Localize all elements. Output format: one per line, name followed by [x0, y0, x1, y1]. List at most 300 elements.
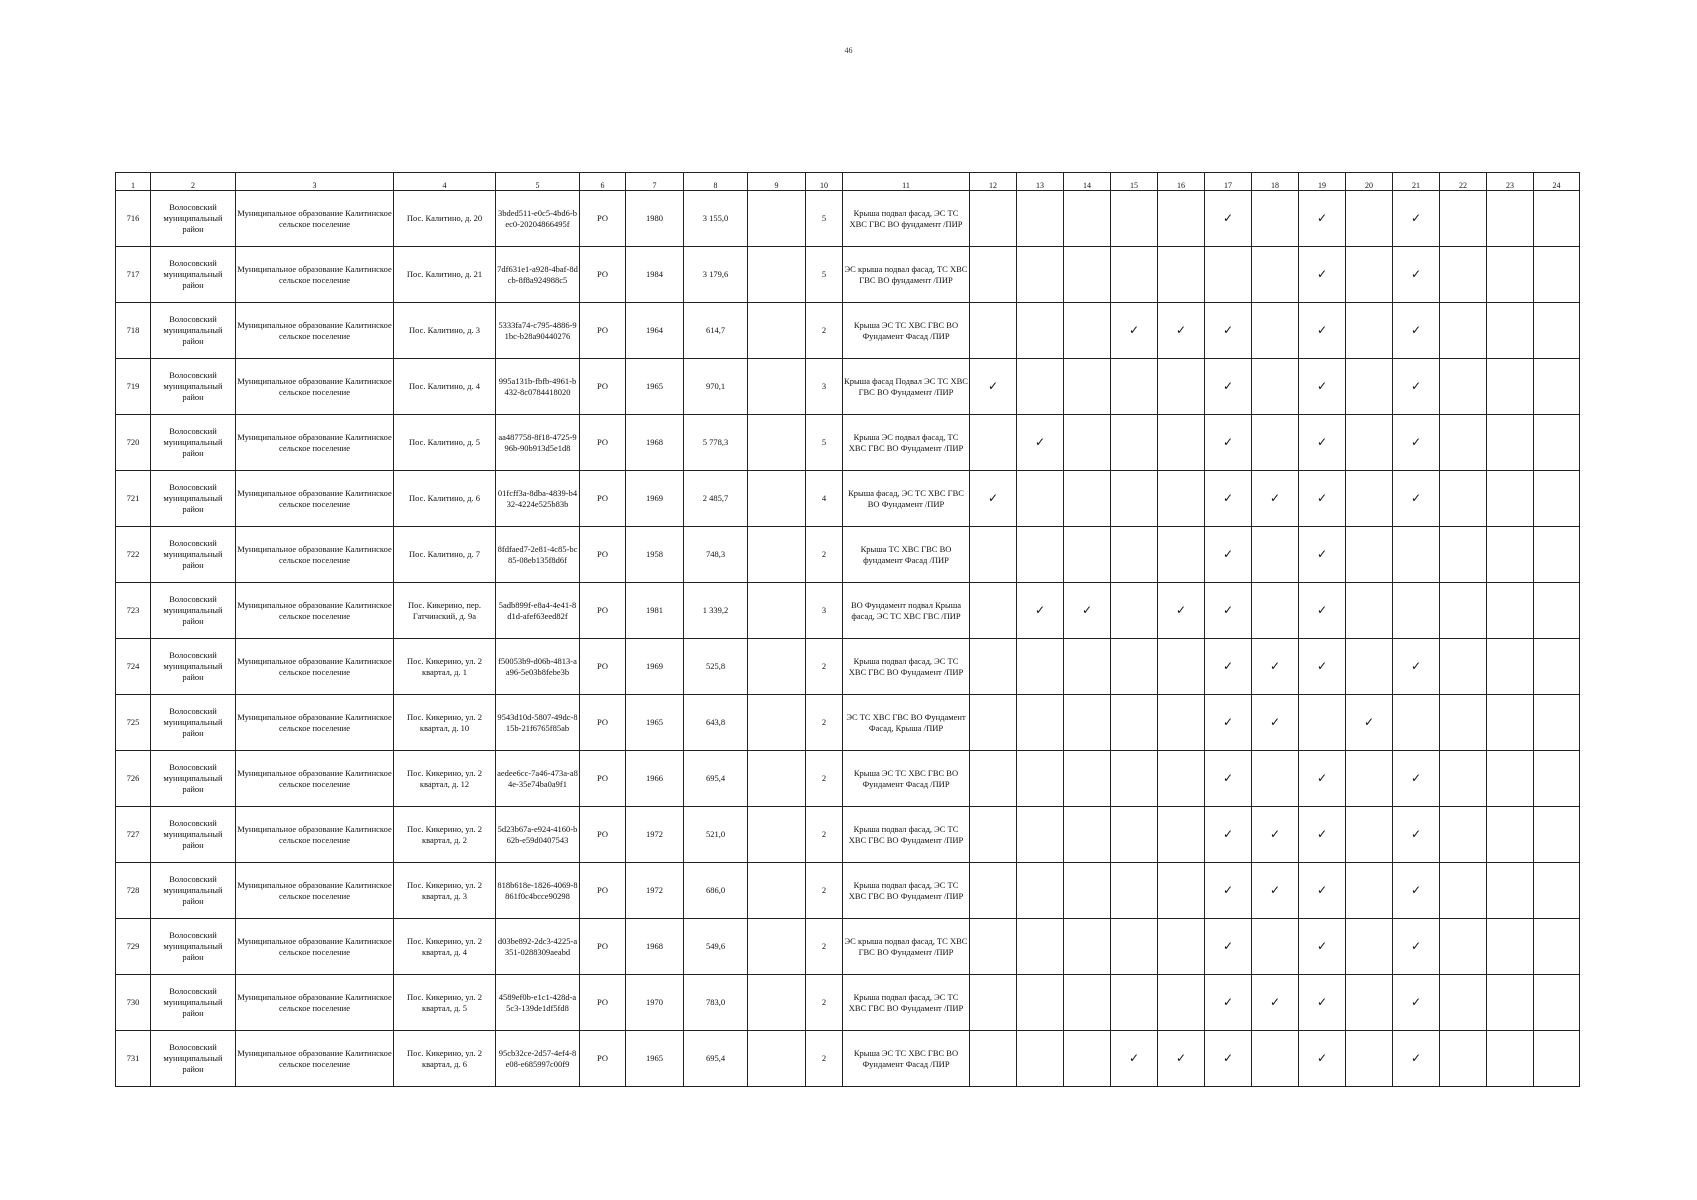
- floors-cell: 2: [806, 527, 843, 583]
- column-number-header: 22: [1440, 173, 1487, 191]
- check-mark-icon: ✓: [1222, 210, 1234, 225]
- work-column-18-cell: [1252, 359, 1299, 415]
- work-column-19-cell: [1299, 303, 1346, 359]
- check-mark-icon: ✓: [1128, 1050, 1140, 1065]
- floors-cell: 2: [806, 807, 843, 863]
- work-column-12-cell: [970, 1031, 1017, 1087]
- check-mark-icon: ✓: [1410, 938, 1422, 953]
- check-mark-icon: ✓: [1128, 322, 1140, 337]
- work-column-16-cell: [1158, 415, 1205, 471]
- address-cell: Пос. Кикерино, ул. 2 квартал, д. 5: [394, 975, 496, 1031]
- work-column-19-cell: [1299, 807, 1346, 863]
- work-column-16-cell: [1158, 359, 1205, 415]
- work-column-17-cell: [1205, 415, 1252, 471]
- work-column-23-cell: [1487, 751, 1534, 807]
- check-mark-icon: ✓: [1410, 210, 1422, 225]
- work-column-13-cell: [1017, 919, 1064, 975]
- works-cell: ЭС крыша подвал фасад, ТС ХВС ГВС ВО фундамент /ПИР: [843, 247, 970, 303]
- work-column-12-cell: [970, 247, 1017, 303]
- work-column-23-cell: [1487, 695, 1534, 751]
- building-code-cell: 8fdfaed7-2e81-4c85-bc85-08eb135f8d6f: [496, 527, 580, 583]
- work-column-22-cell: [1440, 303, 1487, 359]
- work-column-24-cell: [1534, 695, 1580, 751]
- work-column-15-cell: [1111, 191, 1158, 247]
- area-cell: 686,0: [684, 863, 748, 919]
- work-column-24-cell: [1534, 359, 1580, 415]
- district-cell: Волосовский муниципальный район: [151, 751, 236, 807]
- work-column-20-cell: [1346, 863, 1393, 919]
- works-cell: Крыша фасад, ЭС ТС ХВС ГВС ВО Фундамент /ПИР: [843, 471, 970, 527]
- column-number-row: [116, 173, 1580, 191]
- check-mark-icon: ✓: [1316, 266, 1328, 281]
- work-column-20-cell: [1346, 247, 1393, 303]
- work-column-18-cell: [1252, 583, 1299, 639]
- work-column-18-cell: [1252, 807, 1299, 863]
- work-column-15-cell: [1111, 471, 1158, 527]
- district-cell: Волосовский муниципальный район: [151, 303, 236, 359]
- work-column-17-cell: [1205, 1031, 1252, 1087]
- work-column-23-cell: [1487, 583, 1534, 639]
- work-column-18-cell: [1252, 863, 1299, 919]
- work-column-18-cell: [1252, 1031, 1299, 1087]
- work-column-18-cell: [1252, 527, 1299, 583]
- work-column-15-cell: [1111, 247, 1158, 303]
- check-mark-icon: ✓: [1410, 770, 1422, 785]
- district-cell: Волосовский муниципальный район: [151, 359, 236, 415]
- work-column-14-cell: [1064, 303, 1111, 359]
- work-column-13-cell: [1017, 191, 1064, 247]
- check-mark-icon: ✓: [1316, 882, 1328, 897]
- row-number-cell: 717: [116, 247, 151, 303]
- column-number-header: 17: [1205, 173, 1252, 191]
- building-code-cell: aa487758-8f18-4725-996b-90b913d5e1d8: [496, 415, 580, 471]
- municipality-cell: Муниципальное образование Калитинское сельское поселение: [236, 807, 394, 863]
- work-column-23-cell: [1487, 975, 1534, 1031]
- year-cell: 1968: [626, 919, 684, 975]
- work-column-17-cell: [1205, 247, 1252, 303]
- column-number-header: 7: [626, 173, 684, 191]
- column-9-cell: [748, 695, 806, 751]
- floors-cell: 2: [806, 1031, 843, 1087]
- work-column-13-cell: [1017, 359, 1064, 415]
- work-column-17-cell: [1205, 527, 1252, 583]
- column-9-cell: [748, 359, 806, 415]
- municipality-cell: Муниципальное образование Калитинское сельское поселение: [236, 695, 394, 751]
- work-column-16-cell: [1158, 191, 1205, 247]
- work-column-21-cell: [1393, 583, 1440, 639]
- work-column-12-cell: [970, 359, 1017, 415]
- work-column-20-cell: [1346, 1031, 1393, 1087]
- work-column-12-cell: [970, 975, 1017, 1031]
- area-cell: 5 778,3: [684, 415, 748, 471]
- work-column-14-cell: [1064, 975, 1111, 1031]
- building-code-cell: 995a131b-fbfb-4961-b432-8c0784418020: [496, 359, 580, 415]
- work-column-20-cell: [1346, 359, 1393, 415]
- area-cell: 3 179,6: [684, 247, 748, 303]
- column-9-cell: [748, 919, 806, 975]
- check-mark-icon: ✓: [1316, 378, 1328, 393]
- column-9-cell: [748, 751, 806, 807]
- address-cell: Пос. Калитино, д. 6: [394, 471, 496, 527]
- municipality-cell: Муниципальное образование Калитинское сельское поселение: [236, 247, 394, 303]
- check-mark-icon: ✓: [1222, 546, 1234, 561]
- work-column-19-cell: [1299, 975, 1346, 1031]
- work-column-18-cell: [1252, 919, 1299, 975]
- area-cell: 748,3: [684, 527, 748, 583]
- address-cell: Пос. Калитино, д. 20: [394, 191, 496, 247]
- type-cell: РО: [580, 807, 626, 863]
- check-mark-icon: ✓: [1410, 490, 1422, 505]
- work-column-19-cell: [1299, 247, 1346, 303]
- address-cell: Пос. Калитино, д. 21: [394, 247, 496, 303]
- works-cell: Крыша ЭС ТС ХВС ГВС ВО Фундамент Фасад /ПИР: [843, 751, 970, 807]
- work-column-23-cell: [1487, 639, 1534, 695]
- year-cell: 1965: [626, 1031, 684, 1087]
- check-mark-icon: ✓: [1269, 826, 1281, 841]
- work-column-19-cell: [1299, 191, 1346, 247]
- column-number-header: 3: [236, 173, 394, 191]
- work-column-23-cell: [1487, 303, 1534, 359]
- register-table: [115, 172, 1580, 1087]
- row-number-cell: 718: [116, 303, 151, 359]
- work-column-16-cell: [1158, 471, 1205, 527]
- work-column-19-cell: [1299, 919, 1346, 975]
- check-mark-icon: ✓: [1222, 826, 1234, 841]
- table-row: [116, 863, 1580, 919]
- work-column-24-cell: [1534, 415, 1580, 471]
- work-column-18-cell: [1252, 751, 1299, 807]
- works-cell: Крыша подвал фасад, ЭС ТС ХВС ГВС ВО Фундамент /ПИР: [843, 639, 970, 695]
- municipality-cell: Муниципальное образование Калитинское сельское поселение: [236, 583, 394, 639]
- work-column-14-cell: [1064, 191, 1111, 247]
- row-number-cell: 728: [116, 863, 151, 919]
- floors-cell: 2: [806, 695, 843, 751]
- work-column-24-cell: [1534, 751, 1580, 807]
- work-column-16-cell: [1158, 919, 1205, 975]
- building-code-cell: d03be892-2dc3-4225-a351-0288309aeabd: [496, 919, 580, 975]
- column-number-header: 8: [684, 173, 748, 191]
- address-cell: Пос. Кикерино, ул. 2 квартал, д. 10: [394, 695, 496, 751]
- work-column-21-cell: [1393, 1031, 1440, 1087]
- check-mark-icon: ✓: [1316, 434, 1328, 449]
- work-column-15-cell: [1111, 975, 1158, 1031]
- works-cell: Крыша ЭС ТС ХВС ГВС ВО Фундамент Фасад /ПИР: [843, 303, 970, 359]
- year-cell: 1966: [626, 751, 684, 807]
- work-column-12-cell: [970, 527, 1017, 583]
- work-column-21-cell: [1393, 303, 1440, 359]
- area-cell: 695,4: [684, 751, 748, 807]
- work-column-16-cell: [1158, 583, 1205, 639]
- column-number-header: 2: [151, 173, 236, 191]
- district-cell: Волосовский муниципальный район: [151, 247, 236, 303]
- column-number-header: 12: [970, 173, 1017, 191]
- column-number-header: 10: [806, 173, 843, 191]
- work-column-20-cell: [1346, 695, 1393, 751]
- check-mark-icon: ✓: [1081, 602, 1093, 617]
- type-cell: РО: [580, 415, 626, 471]
- column-number-header: 18: [1252, 173, 1299, 191]
- building-code-cell: 5333fa74-c795-4886-91bc-b28a90440276: [496, 303, 580, 359]
- work-column-22-cell: [1440, 191, 1487, 247]
- municipality-cell: Муниципальное образование Калитинское сельское поселение: [236, 919, 394, 975]
- column-number-header: 14: [1064, 173, 1111, 191]
- building-code-cell: 3bded511-e0c5-4bd6-bec0-20204866495f: [496, 191, 580, 247]
- column-number-header: 23: [1487, 173, 1534, 191]
- work-column-13-cell: [1017, 751, 1064, 807]
- work-column-18-cell: [1252, 247, 1299, 303]
- column-9-cell: [748, 415, 806, 471]
- work-column-17-cell: [1205, 583, 1252, 639]
- work-column-13-cell: [1017, 863, 1064, 919]
- table-row: [116, 1031, 1580, 1087]
- district-cell: Волосовский муниципальный район: [151, 807, 236, 863]
- row-number-cell: 723: [116, 583, 151, 639]
- check-mark-icon: ✓: [1222, 434, 1234, 449]
- work-column-20-cell: [1346, 471, 1393, 527]
- work-column-14-cell: [1064, 471, 1111, 527]
- area-cell: 2 485,7: [684, 471, 748, 527]
- floors-cell: 3: [806, 583, 843, 639]
- work-column-15-cell: [1111, 695, 1158, 751]
- work-column-21-cell: [1393, 471, 1440, 527]
- row-number-cell: 725: [116, 695, 151, 751]
- work-column-21-cell: [1393, 191, 1440, 247]
- work-column-14-cell: [1064, 359, 1111, 415]
- check-mark-icon: ✓: [1222, 378, 1234, 393]
- year-cell: 1972: [626, 863, 684, 919]
- work-column-19-cell: [1299, 359, 1346, 415]
- work-column-17-cell: [1205, 919, 1252, 975]
- work-column-16-cell: [1158, 527, 1205, 583]
- table-row: [116, 807, 1580, 863]
- work-column-23-cell: [1487, 1031, 1534, 1087]
- table-row: [116, 975, 1580, 1031]
- check-mark-icon: ✓: [1222, 1050, 1234, 1065]
- year-cell: 1969: [626, 471, 684, 527]
- floors-cell: 2: [806, 751, 843, 807]
- area-cell: 695,4: [684, 1031, 748, 1087]
- column-9-cell: [748, 863, 806, 919]
- year-cell: 1958: [626, 527, 684, 583]
- column-number-header: 1: [116, 173, 151, 191]
- work-column-13-cell: [1017, 1031, 1064, 1087]
- check-mark-icon: ✓: [1222, 770, 1234, 785]
- work-column-18-cell: [1252, 191, 1299, 247]
- work-column-20-cell: [1346, 303, 1393, 359]
- work-column-14-cell: [1064, 415, 1111, 471]
- check-mark-icon: ✓: [1222, 882, 1234, 897]
- check-mark-icon: ✓: [1316, 1050, 1328, 1065]
- table-row: [116, 639, 1580, 695]
- work-column-20-cell: [1346, 527, 1393, 583]
- work-column-24-cell: [1534, 807, 1580, 863]
- column-9-cell: [748, 583, 806, 639]
- check-mark-icon: ✓: [1269, 994, 1281, 1009]
- address-cell: Пос. Калитино, д. 4: [394, 359, 496, 415]
- work-column-12-cell: [970, 471, 1017, 527]
- work-column-17-cell: [1205, 191, 1252, 247]
- row-number-cell: 720: [116, 415, 151, 471]
- work-column-16-cell: [1158, 247, 1205, 303]
- municipality-cell: Муниципальное образование Калитинское сельское поселение: [236, 471, 394, 527]
- address-cell: Пос. Кикерино, ул. 2 квартал, д. 4: [394, 919, 496, 975]
- work-column-12-cell: [970, 191, 1017, 247]
- row-number-cell: 716: [116, 191, 151, 247]
- work-column-19-cell: [1299, 527, 1346, 583]
- work-column-13-cell: [1017, 471, 1064, 527]
- work-column-13-cell: [1017, 975, 1064, 1031]
- table-body: [116, 191, 1580, 1087]
- address-cell: Пос. Кикерино, ул. 2 квартал, д. 2: [394, 807, 496, 863]
- work-column-20-cell: [1346, 415, 1393, 471]
- district-cell: Волосовский муниципальный район: [151, 191, 236, 247]
- check-mark-icon: ✓: [1316, 210, 1328, 225]
- work-column-13-cell: [1017, 247, 1064, 303]
- works-cell: ЭС ТС ХВС ГВС ВО Фундамент Фасад, Крыша /ПИР: [843, 695, 970, 751]
- floors-cell: 2: [806, 919, 843, 975]
- work-column-18-cell: [1252, 303, 1299, 359]
- work-column-22-cell: [1440, 247, 1487, 303]
- work-column-15-cell: [1111, 863, 1158, 919]
- work-column-20-cell: [1346, 583, 1393, 639]
- column-9-cell: [748, 471, 806, 527]
- check-mark-icon: ✓: [1410, 1050, 1422, 1065]
- work-column-21-cell: [1393, 695, 1440, 751]
- work-column-17-cell: [1205, 639, 1252, 695]
- work-column-15-cell: [1111, 527, 1158, 583]
- work-column-16-cell: [1158, 751, 1205, 807]
- row-number-cell: 721: [116, 471, 151, 527]
- check-mark-icon: ✓: [1269, 658, 1281, 673]
- row-number-cell: 726: [116, 751, 151, 807]
- work-column-14-cell: [1064, 247, 1111, 303]
- work-column-21-cell: [1393, 359, 1440, 415]
- work-column-23-cell: [1487, 919, 1534, 975]
- floors-cell: 5: [806, 191, 843, 247]
- type-cell: РО: [580, 191, 626, 247]
- work-column-14-cell: [1064, 639, 1111, 695]
- floors-cell: 2: [806, 639, 843, 695]
- district-cell: Волосовский муниципальный район: [151, 1031, 236, 1087]
- work-column-17-cell: [1205, 807, 1252, 863]
- building-code-cell: 818b618e-1826-4069-8861f0c4bcce90298: [496, 863, 580, 919]
- column-number-header: 24: [1534, 173, 1580, 191]
- work-column-22-cell: [1440, 639, 1487, 695]
- check-mark-icon: ✓: [1316, 826, 1328, 841]
- type-cell: РО: [580, 247, 626, 303]
- work-column-22-cell: [1440, 471, 1487, 527]
- type-cell: РО: [580, 471, 626, 527]
- work-column-16-cell: [1158, 695, 1205, 751]
- work-column-14-cell: [1064, 695, 1111, 751]
- floors-cell: 2: [806, 975, 843, 1031]
- column-number-header: 16: [1158, 173, 1205, 191]
- work-column-24-cell: [1534, 1031, 1580, 1087]
- work-column-17-cell: [1205, 359, 1252, 415]
- work-column-14-cell: [1064, 583, 1111, 639]
- column-number-header: 20: [1346, 173, 1393, 191]
- building-code-cell: aedee6cc-7a46-473a-a84e-35e74ba0a9f1: [496, 751, 580, 807]
- work-column-24-cell: [1534, 919, 1580, 975]
- district-cell: Волосовский муниципальный район: [151, 919, 236, 975]
- municipality-cell: Муниципальное образование Калитинское сельское поселение: [236, 639, 394, 695]
- floors-cell: 2: [806, 863, 843, 919]
- work-column-23-cell: [1487, 415, 1534, 471]
- work-column-16-cell: [1158, 863, 1205, 919]
- work-column-21-cell: [1393, 527, 1440, 583]
- building-code-cell: 9543d10d-5807-49dc-815b-21f6765f85ab: [496, 695, 580, 751]
- table-row: [116, 359, 1580, 415]
- table-row: [116, 751, 1580, 807]
- work-column-15-cell: [1111, 303, 1158, 359]
- building-code-cell: 4589ef0b-e1c1-428d-a5c3-139de1df5fd8: [496, 975, 580, 1031]
- work-column-24-cell: [1534, 863, 1580, 919]
- column-9-cell: [748, 639, 806, 695]
- work-column-20-cell: [1346, 751, 1393, 807]
- year-cell: 1965: [626, 695, 684, 751]
- check-mark-icon: ✓: [1222, 602, 1234, 617]
- table-row: [116, 919, 1580, 975]
- work-column-22-cell: [1440, 751, 1487, 807]
- work-column-13-cell: [1017, 303, 1064, 359]
- municipality-cell: Муниципальное образование Калитинское сельское поселение: [236, 415, 394, 471]
- area-cell: 643,8: [684, 695, 748, 751]
- work-column-18-cell: [1252, 471, 1299, 527]
- work-column-17-cell: [1205, 975, 1252, 1031]
- check-mark-icon: ✓: [1410, 434, 1422, 449]
- table-row: [116, 303, 1580, 359]
- building-code-cell: 5adb899f-e8a4-4e41-8d1d-afef63eed82f: [496, 583, 580, 639]
- year-cell: 1968: [626, 415, 684, 471]
- type-cell: РО: [580, 863, 626, 919]
- table-row: [116, 191, 1580, 247]
- column-9-cell: [748, 807, 806, 863]
- work-column-13-cell: [1017, 807, 1064, 863]
- work-column-22-cell: [1440, 1031, 1487, 1087]
- work-column-20-cell: [1346, 807, 1393, 863]
- table-row: [116, 415, 1580, 471]
- work-column-21-cell: [1393, 807, 1440, 863]
- work-column-14-cell: [1064, 807, 1111, 863]
- type-cell: РО: [580, 359, 626, 415]
- work-column-23-cell: [1487, 191, 1534, 247]
- work-column-15-cell: [1111, 359, 1158, 415]
- work-column-13-cell: [1017, 639, 1064, 695]
- column-9-cell: [748, 1031, 806, 1087]
- building-code-cell: 5d23b67a-e924-4160-b62b-e59d0407543: [496, 807, 580, 863]
- work-column-23-cell: [1487, 863, 1534, 919]
- work-column-22-cell: [1440, 359, 1487, 415]
- column-9-cell: [748, 247, 806, 303]
- check-mark-icon: ✓: [1316, 490, 1328, 505]
- area-cell: 970,1: [684, 359, 748, 415]
- year-cell: 1970: [626, 975, 684, 1031]
- work-column-21-cell: [1393, 975, 1440, 1031]
- check-mark-icon: ✓: [1222, 714, 1234, 729]
- work-column-16-cell: [1158, 639, 1205, 695]
- work-column-22-cell: [1440, 415, 1487, 471]
- address-cell: Пос. Кикерино, ул. 2 квартал, д. 1: [394, 639, 496, 695]
- municipality-cell: Муниципальное образование Калитинское сельское поселение: [236, 191, 394, 247]
- work-column-23-cell: [1487, 247, 1534, 303]
- column-number-header: 6: [580, 173, 626, 191]
- row-number-cell: 731: [116, 1031, 151, 1087]
- work-column-22-cell: [1440, 975, 1487, 1031]
- area-cell: 525,8: [684, 639, 748, 695]
- works-cell: Крыша фасад Подвал ЭС ТС ХВС ГВС ВО Фундамент /ПИР: [843, 359, 970, 415]
- check-mark-icon: ✓: [1316, 658, 1328, 673]
- works-cell: Крыша ТС ХВС ГВС ВО фундамент Фасад /ПИР: [843, 527, 970, 583]
